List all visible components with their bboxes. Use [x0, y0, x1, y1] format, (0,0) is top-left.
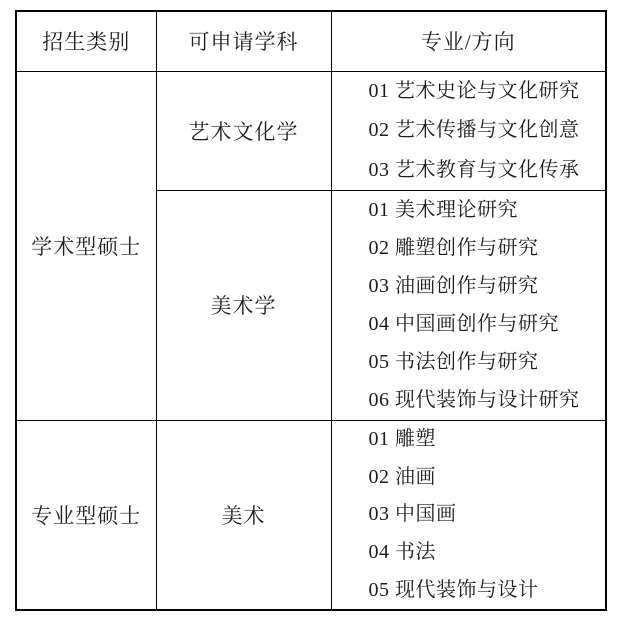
major-item: 02 艺术传播与文化创意: [368, 119, 580, 142]
discipline-cell-art-culture: 艺术文化学: [156, 71, 331, 190]
major-item: 06 现代装饰与设计研究: [368, 389, 580, 412]
header-cell-major: 专业/方向: [331, 11, 606, 71]
major-item: 02 油画: [368, 465, 436, 488]
major-item: 03 油画创作与研究: [368, 274, 539, 297]
major-item: 01 雕塑: [368, 428, 436, 451]
majors-cell-fine-arts-studies: [331, 190, 606, 420]
majors-cell-art-culture: [331, 71, 606, 190]
discipline-cell-fine-arts: 美术: [156, 420, 331, 610]
majors-list: [332, 421, 606, 609]
major-item: 04 书法: [368, 541, 436, 564]
row-art-culture: [16, 71, 606, 190]
category-cell-professional: 专业型硕士: [16, 420, 156, 610]
major-item: 01 艺术史论与文化研究: [368, 80, 580, 103]
major-item: 05 现代装饰与设计: [368, 578, 539, 601]
major-item: 01 美术理论研究: [368, 198, 518, 221]
major-item: 03 艺术教育与文化传承: [368, 158, 580, 181]
major-item: 04 中国画创作与研究: [368, 313, 559, 336]
discipline-cell-fine-arts-studies: 美术学: [156, 190, 331, 420]
header-row: [16, 11, 606, 71]
majors-cell-fine-arts: [331, 420, 606, 610]
majors-list: [332, 191, 606, 420]
category-cell-academic: 学术型硕士: [16, 71, 156, 420]
majors-list: [332, 72, 606, 190]
admissions-table: [15, 10, 607, 611]
major-item: 02 雕塑创作与研究: [368, 236, 539, 259]
major-item: 03 中国画: [368, 503, 457, 526]
major-item: 05 书法创作与研究: [368, 351, 539, 374]
row-professional-fine-arts: [16, 420, 606, 610]
header-cell-category: 招生类别: [16, 11, 156, 71]
header-cell-discipline: 可申请学科: [156, 11, 331, 71]
